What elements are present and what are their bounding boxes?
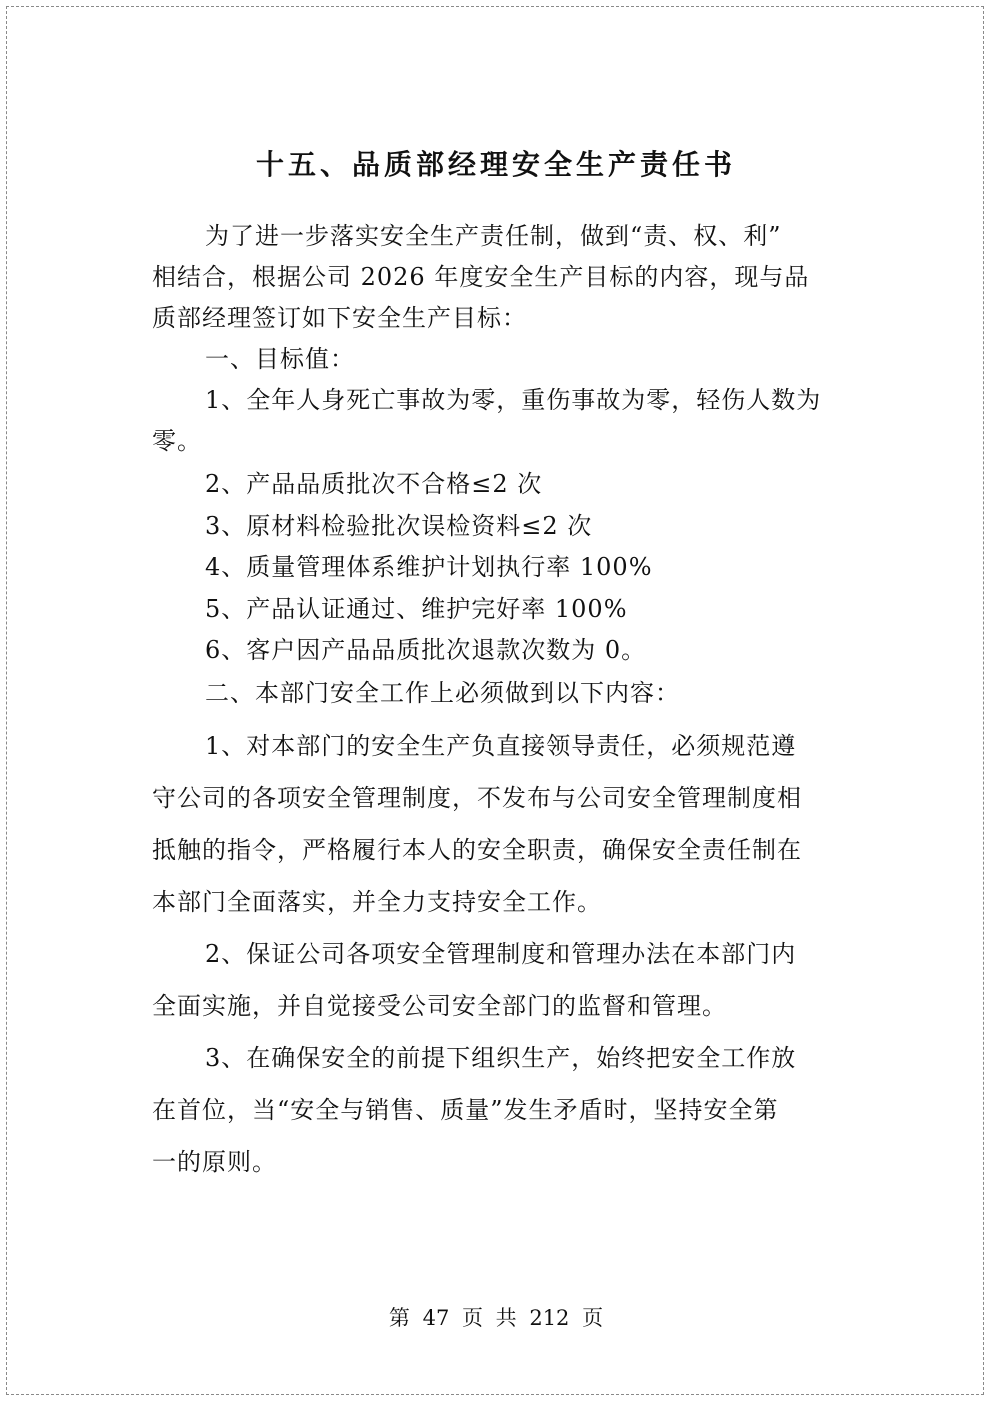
body-line: 2、产品品质批次不合格≤2 次 [205, 470, 543, 498]
body-line: 一、目标值： [205, 345, 355, 373]
body-line: 相结合，根据公司 2026 年度安全生产目标的内容，现与品 [152, 263, 810, 291]
body-line: 一的原则。 [152, 1148, 277, 1176]
body-line: 质部经理签订如下安全生产目标： [152, 304, 527, 332]
document-title: 十五、品质部经理安全生产责任书 [255, 148, 736, 181]
body-line: 6、客户因产品品质批次退款次数为 0。 [205, 636, 647, 664]
page-number: 第 47 页 共 212 页 [388, 1306, 604, 1330]
body-line: 4、质量管理体系维护计划执行率 100% [205, 553, 653, 581]
body-line: 全面实施，并自觉接受公司安全部门的监督和管理。 [152, 992, 727, 1020]
body-line: 3、原材料检验批次误检资料≤2 次 [205, 512, 593, 540]
body-line: 零。 [152, 427, 202, 455]
body-line: 为了进一步落实安全生产责任制，做到“责、权、利” [205, 222, 782, 250]
body-line: 二、本部门安全工作上必须做到以下内容： [205, 679, 680, 707]
body-line: 本部门全面落实，并全力支持安全工作。 [152, 888, 602, 916]
body-line: 1、全年人身死亡事故为零，重伤事故为零，轻伤人数为 [205, 386, 822, 414]
body-line: 5、产品认证通过、维护完好率 100% [205, 595, 628, 623]
body-line: 2、保证公司各项安全管理制度和管理办法在本部门内 [205, 940, 797, 968]
body-line: 守公司的各项安全管理制度，不发布与公司安全管理制度相 [152, 784, 802, 812]
body-line: 1、对本部门的安全生产负直接领导责任，必须规范遵 [205, 732, 797, 760]
body-line: 3、在确保安全的前提下组织生产，始终把安全工作放 [205, 1044, 797, 1072]
body-line: 在首位，当“安全与销售、质量”发生矛盾时，坚持安全第 [152, 1096, 779, 1124]
body-line: 抵触的指令，严格履行本人的安全职责，确保安全责任制在 [152, 836, 802, 864]
